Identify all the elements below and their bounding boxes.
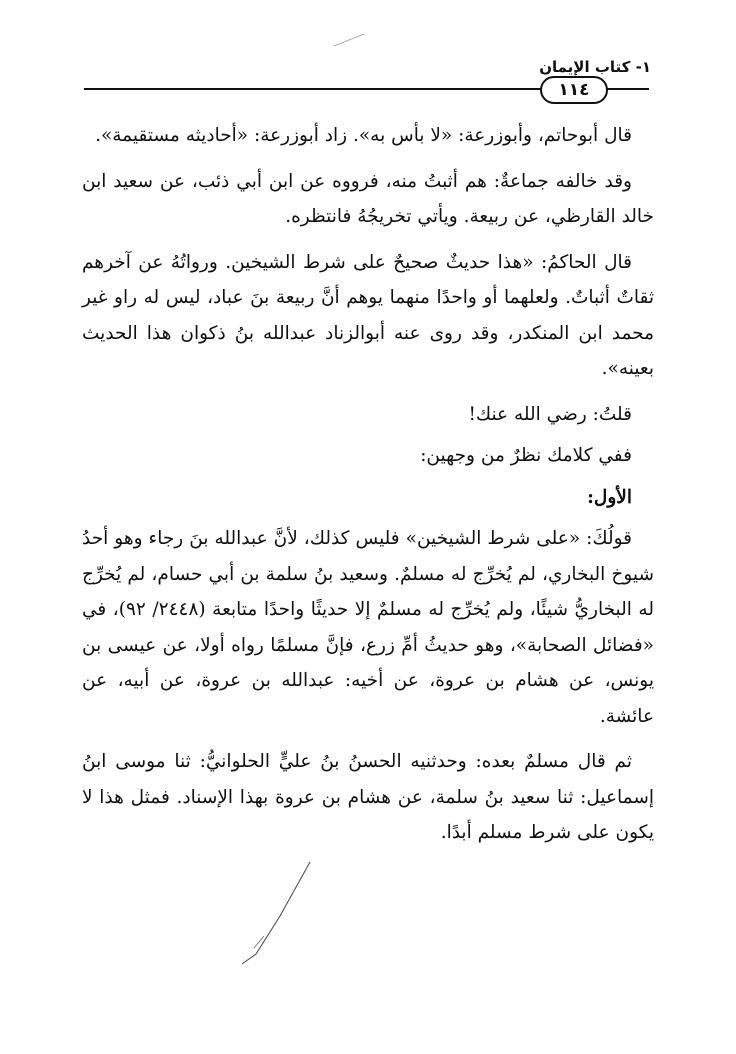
paragraph-3: قال الحاكمُ: «هذا حديثٌ صحيحٌ على شرط الشيخين. ورواتُهُ عن آخرهم ثقاتٌ أثباتٌ. ولعلهما أو واحدًا منهما يوهم أنَّ ربيعة بنَ عباد، ليس له راو غير محمد ابن المنكدر، وقد روى عنه أبوالزناد عبدالله بنُ ذكوان هذا الحديث بعينه».: [82, 251, 654, 379]
paragraph-6: قولُكَ: «على شرط الشيخين» فليس كذلك، لأنَّ عبدالله بنَ رجاء وهو أحدُ شيوخ البخاري، لم يُخرِّج له مسلمٌ. وسعيد بنُ سلمة بن أبي حسام، لم يُخرِّج له البخاريُّ شيئًا، ولم يُخرِّج له مسلمٌ إلا حديثًا واحدًا متابعة (٢٤٤٨/ ٩٢)، في «فضائل الصحابة»، وهو حديثُ أمِّ زرع، فإنَّ مسلمًا رواه أولا، عن عيسى بن يونس، عن هشام بن عروة، عن أخيه: عبدالله بن عروة، عن أبيه، عن عائشة.: [82, 528, 654, 727]
paragraph-2: وقد خالفه جماعةٌ: هم أثبتُ منه، فرووه عن ابن أبي ذئب، عن سعيد ابن خالد القارظي، عن ربيعة. ويأتي تخريجُهُ فانتظره.: [82, 170, 654, 227]
pen-scratch-mark: [228, 858, 318, 968]
paragraph-5: ففي كلامك نظرٌ من وجهين:: [420, 445, 632, 466]
page-number-badge: ١١٤: [540, 76, 608, 104]
chapter-title: ١- كتاب الإيمان: [539, 58, 651, 76]
body-text: [82, 118, 654, 861]
corner-scratch-mark: [330, 30, 370, 50]
paragraph-7: ثم قال مسلمٌ بعده: وحدثنيه الحسنُ بنُ عليٍّ الحلوانيُّ: ثنا موسى ابنُ إسماعيل: ثنا سعيد بنُ سلمة، عن هشام بن عروة بهذا الإسناد. فمثل هذا لا يكون على شرط مسلم أبدًا.: [82, 751, 654, 843]
paragraph-4: قلتُ: رضي الله عنك!: [468, 403, 632, 425]
paragraph-1: قال أبوحاتم، وأبوزرعة: «لا بأس به». زاد أبوزرعة: «أحاديثه مستقيمة».: [95, 125, 632, 146]
section-heading: الأول:: [587, 486, 632, 508]
